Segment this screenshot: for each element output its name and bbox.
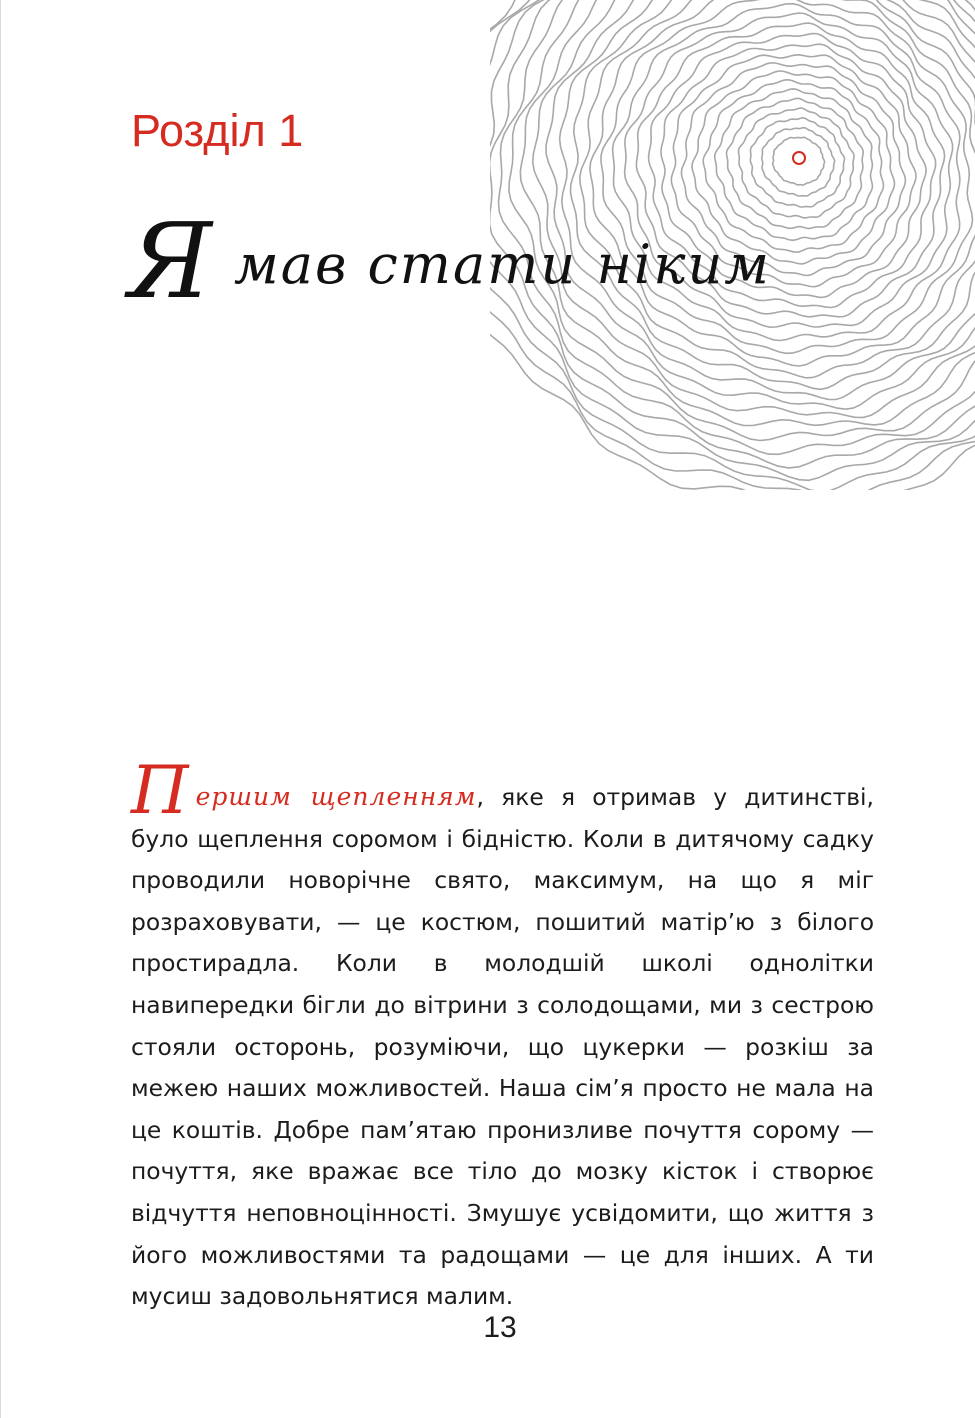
- body-paragraph: [131, 752, 874, 1318]
- chapter-label: Розділ 1: [131, 105, 304, 156]
- tree-ring: [750, 118, 844, 207]
- drop-cap: П: [131, 752, 190, 829]
- chapter-title: [128, 200, 771, 322]
- lead-in-rest: ершим щепленням: [195, 782, 477, 811]
- chapter-title-rest: мав стати ніким: [234, 233, 771, 296]
- tree-rings-center-marker: [793, 152, 805, 164]
- chapter-title-initial: Я: [128, 200, 214, 322]
- lead-in: [131, 752, 477, 829]
- body-text: , яке я отримав у дитинстві, було щеплення соромом і бідністю. Коли в дитячому садку проводили новорічне свято, максимум, на що я міг розраховувати, — це костюм, пошитий матір’ю з білого простирадла. Коли в молодшій школі однолітки навипередки бігли до вітрини з солодощами, ми з сестрою стояли осторонь, розуміючи, що цукерки — розкіш за межею наших можливостей. Наша сім’я просто не мала на це коштів. Добре пам’ятаю пронизливе почуття сорому — почуття, яке вражає все тіло до мозку кісток і створює відчуття неповноцінності. Змушує усвідомити, що життя з його можливостями та радощами — це для інших. А ти мусиш задовольнятися малим.: [131, 783, 874, 1311]
- tree-ring: [773, 137, 825, 185]
- page-number: 13: [483, 1311, 517, 1344]
- tree-ring: [571, 0, 975, 389]
- page-edge: [0, 0, 1, 1418]
